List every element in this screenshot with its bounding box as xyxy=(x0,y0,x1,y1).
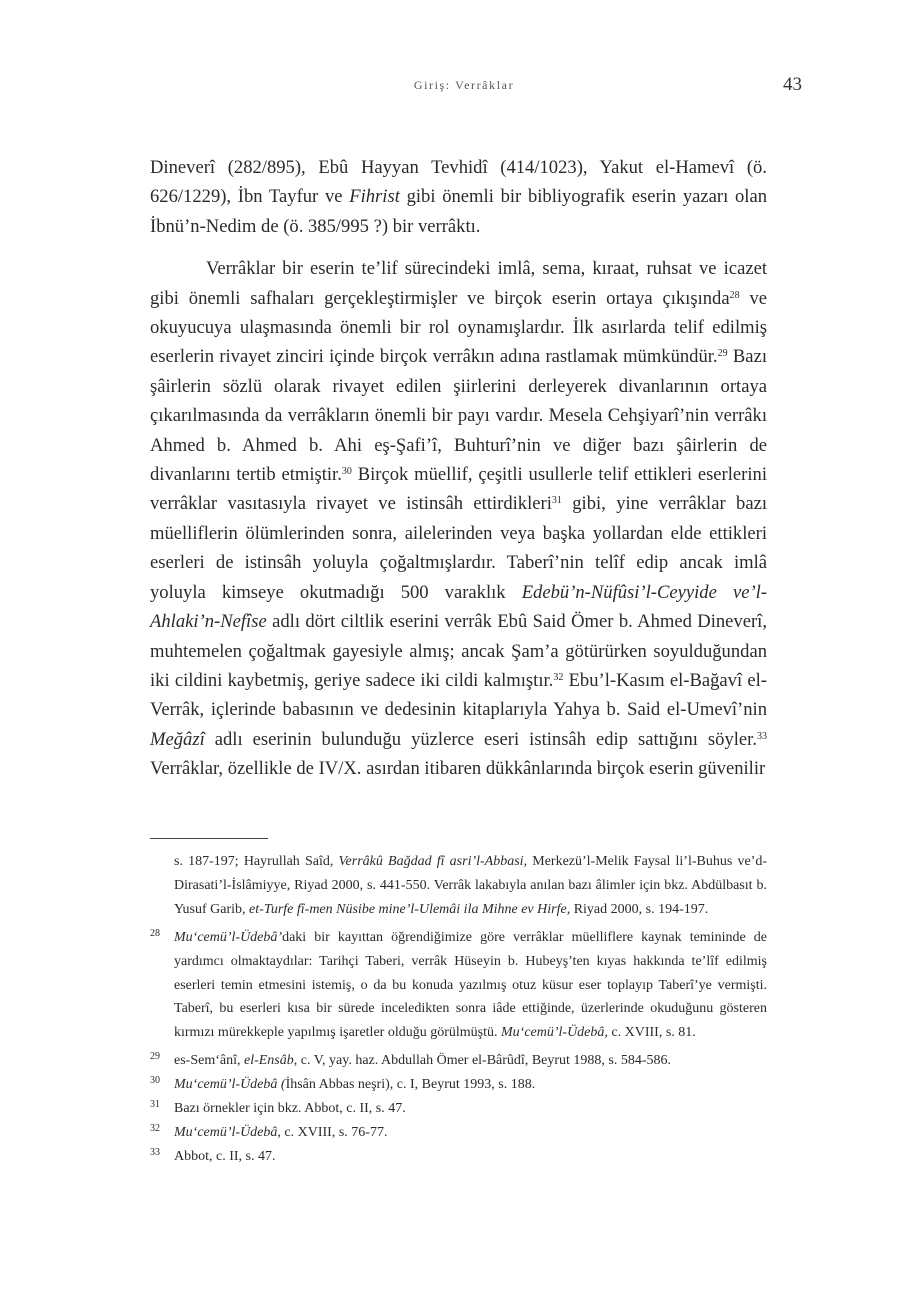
page-number: 43 xyxy=(783,74,802,95)
paragraph xyxy=(150,153,767,241)
text-run: Dineverî (282/895), Ebû Hayyan Tevhidî (414/1023), Yakut el-Hamevî (ö. 626/1229), İbn Tayfur ve xyxy=(150,157,767,208)
italic-title: Mu‘cemü’l-Üdebâ, xyxy=(174,1124,281,1140)
text-run: Merkezü’l-Melik Faysal li’l-Buhus ve’d-Dirasati’l-İslâmiyye, Riyad 2000, s. 441-550. Verrâk lakabıyla anılan bazı âlimler için bkz. Abdülbasıt b. Yusuf Garib, xyxy=(174,854,768,917)
body-text xyxy=(150,153,767,784)
footnote xyxy=(150,1145,767,1169)
text-run: Bazı şâirlerin sözlü olarak rivayet edilen şiirlerini derleyerek divanlarının ortaya çıkarılmasında da verrâkların önemli bir payı vardır. Mesela Cehşiyarî’nin verrâkı Ahmed b. Ahmed b. Ahi eş-Şafi’î, Buhturî’nin ve diğer bazı şâirlerin de divanlarını tertib etmiştir. xyxy=(150,346,767,486)
footnote xyxy=(150,926,767,1046)
footnote-number: 30 xyxy=(150,1075,160,1087)
text-run: c. XVIII, s. 76-77. xyxy=(280,1124,388,1140)
text-run: s. 187-197; Hayrullah Saîd, xyxy=(174,854,339,869)
text-run: ve okuyucuya ulaşmasında önemli bir rol oynamışlardır. İlk asırlarda telif edilmiş eserlerin rivayet zinciri içinde birçok verrâkın adına rastlamak mümkündür. xyxy=(150,287,767,368)
italic-title: Mu‘cemü’l-Üdebâ, xyxy=(501,1025,608,1041)
italic-title: Meğâzî xyxy=(150,728,205,750)
footnote-separator xyxy=(150,838,268,839)
text-run: Riyad 2000, s. 194-197. xyxy=(570,901,709,917)
italic-title: Verrâkû Bağdad fî asri’l-Abbasi, xyxy=(338,854,528,869)
italic-title: el-Ensâb xyxy=(243,1053,294,1069)
footnote xyxy=(150,1073,767,1097)
text-run: gibi, yine verrâklar bazı müelliflerin ölümlerinden sonra, ailelerinden veya başka yollardan elde ettikleri eserleri de istinsâh yoluyla çoğaltmışlardır. Taberî’nin telîf edip ancak imlâ yoluyla kimseye okutmadığı 500 varaklık xyxy=(150,493,768,603)
text-run: gibi önemli bir bibliyografik eserin yazarı olan İbnü’n-Nedim de (ö. 385/995 ?) bir verrâktı. xyxy=(150,186,767,237)
text-run: adlı dört ciltlik eserini verrâk Ebû Said Ömer b. Ahmed Dineverî, muhtemelen çoğaltmak gayesiyle almış; ancak Şam’a götürürken soyulduğundan iki cildini kaybetmiş, geriye sadece iki cildi kalmıştır. xyxy=(150,611,767,691)
text-run: Bazı örnekler için bkz. Abbot, c. II, s. 47. xyxy=(174,1101,406,1117)
footnote xyxy=(150,1121,767,1145)
text-run: , c. V, yay. haz. Abdullah Ömer el-Bârûdî, Beyrut 1988, s. 584-586. xyxy=(293,1053,672,1069)
italic-title: Mu‘cemü’l-Üdebâ ( xyxy=(174,1077,286,1093)
footnote xyxy=(150,1097,767,1121)
footnote-ref: 29 xyxy=(717,348,728,360)
text-run: adlı eserinin bulunduğu yüzlerce eseri istinsâh edip sattığını söyler. xyxy=(204,728,757,750)
text-run: Abbot, c. II, s. 47. xyxy=(174,1148,276,1164)
running-head: Giriş: Verrâklar xyxy=(413,78,515,92)
footnote-ref: 32 xyxy=(553,671,564,683)
italic-title: Mu‘cemü’l-Üdebâ’ xyxy=(174,929,283,945)
text-run: es-Sem‘ânî, xyxy=(174,1053,244,1069)
footnotes xyxy=(150,850,767,1169)
footnote-number: 29 xyxy=(150,1051,160,1063)
text-run: Verrâklar bir eserin te’lif sürecindeki imlâ, sema, kıraat, ruhsat ve icazet gibi önemli safhaları gerçekleştirmişler ve birçok eserin ortaya çıkışında xyxy=(150,258,767,309)
footnote-ref: 33 xyxy=(757,730,767,742)
footnote-ref: 31 xyxy=(551,495,562,507)
italic-title: Edebü’n-Nüfûsi’l-Ceyyide ve’l-Ahlaki’n-Nefîse xyxy=(150,581,767,633)
footnote-ref: 28 xyxy=(729,289,740,301)
text-run: Birçok müellif, çeşitli usullerle telif ettikleri eserlerini verrâklar vasıtasıyla rivayet ve istinsâh ettirdikleri xyxy=(150,464,767,515)
footnote xyxy=(150,1049,767,1073)
footnote-number: 32 xyxy=(150,1122,160,1134)
text-run: Verrâklar, özellikle de IV/X. asırdan itibaren dükkânlarında birçok eserin güvenilir xyxy=(150,758,766,780)
text-run: daki bir kayıttan öğrendiğimize göre verrâklar müelliflere kaynak temininde de yardımcı olmaktaydılar: Tarihçi Taberi, verrâk Hüseyin b. Hubeyş’ten kıyas hakkında te’lîf edilmiş eserleri temin etmesini istemiş, o da bu konuda yazılmış otuz küsur eser toplayıp Taberî’ye vermişti. Taberî, bu eserleri kısa bir sürede inceledikten sonra iâde ettiğinde, üzerlerinde okuduğunu gösteren kırmızı mürekkeple yapılmış işaretler olduğu görülmüştü. xyxy=(174,929,767,1041)
text-run: c. XVIII, s. 81. xyxy=(607,1025,696,1041)
footnote-number: 33 xyxy=(150,1146,160,1158)
text-run: Ebu’l-Kasım el-Bağavî el-Verrâk, içlerinde babasının ve dedesinin kitaplarıyla Yahya b. Said el-Umevî’nin xyxy=(150,669,767,721)
footnote xyxy=(150,850,767,922)
italic-title: Fihrist xyxy=(349,186,400,208)
italic-title: et-Turfe fî-men Nüsibe mine’l-Ulemâi ila Mihne ev Hirfe, xyxy=(249,901,571,917)
footnote-ref: 30 xyxy=(341,466,352,478)
text-run: İhsân Abbas neşri), c. I, Beyrut 1993, s. 188. xyxy=(285,1077,536,1093)
footnote-number: 28 xyxy=(150,927,160,939)
paragraph xyxy=(150,254,767,783)
footnote-number: 31 xyxy=(150,1099,160,1111)
